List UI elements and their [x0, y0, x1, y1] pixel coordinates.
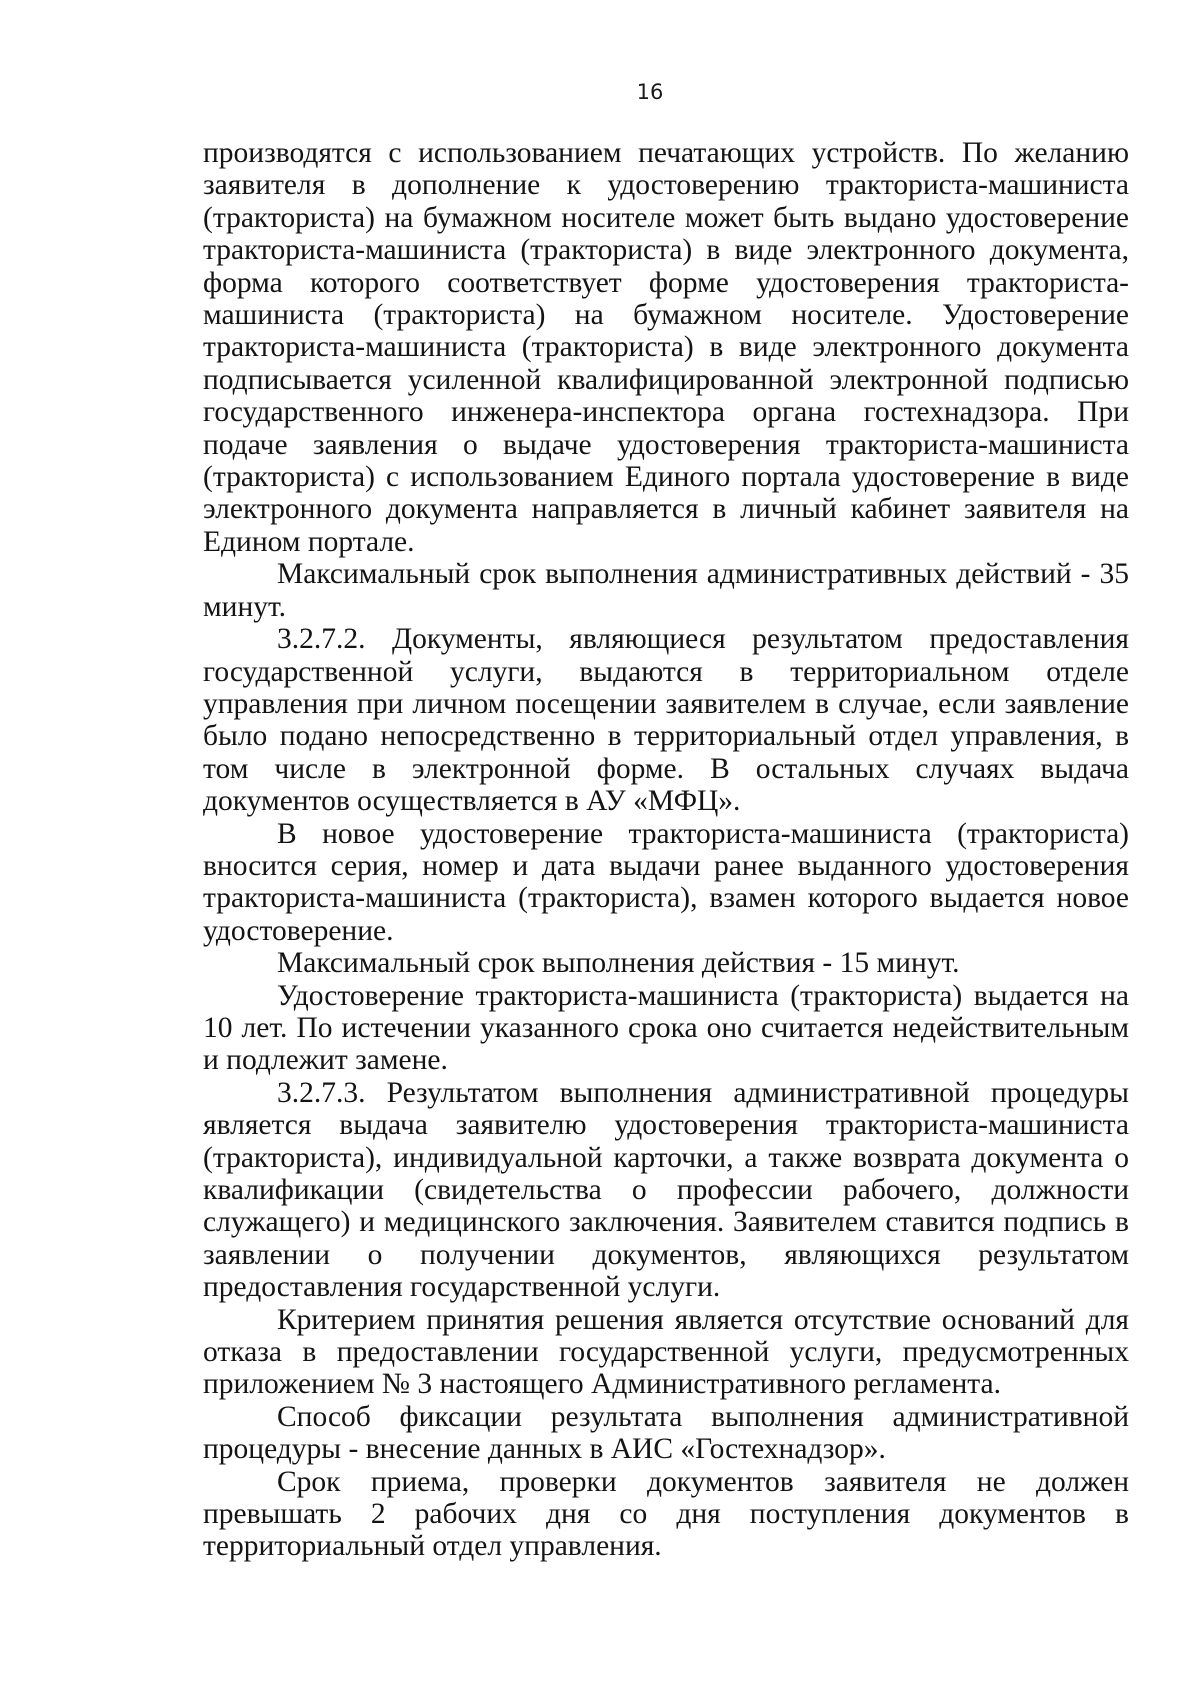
- paragraph: Удостоверение тракториста-машиниста (тракториста) выдается на 10 лет. По истечении указанного срока оно считается недействительным и подлежит замене.: [203, 979, 1129, 1077]
- paragraph: Максимальный срок выполнения административных действий - 35 минут.: [203, 558, 1129, 623]
- paragraph: 3.2.7.3. Результатом выполнения административной процедуры является выдача заявителю удостоверения тракториста-машиниста (тракториста), индивидуальной карточки, а также возврата документа о квалификации (свидетельства о профессии рабочего, должности служащего) и медицинского заключения. Заявителем ставится подпись в заявлении о получении документов, являющихся результатом предоставления государственной услуги.: [203, 1076, 1129, 1304]
- paragraph: Максимальный срок выполнения действия - 15 минут.: [277, 947, 960, 980]
- paragraph: Срок приема, проверки документов заявителя не должен превышать 2 рабочих дня со дня поступления документов в территориальный отдел управления.: [203, 1465, 1129, 1563]
- paragraph: производятся с использованием печатающих устройств. По желанию заявителя в дополнение к удостоверению тракториста-машиниста (тракториста) на бумажном носителе может быть выдано удостоверение тракториста-машиниста (тракториста) в виде электронного документа, форма которого соответствует форме удостоверения тракториста-машиниста (тракториста) на бумажном носителе. Удостоверение тракториста-машиниста (тракториста) в виде электронного документа подписывается усиленной квалифицированной электронной подписью государственного инженера-инспектора органа гостехнадзора. При подаче заявления о выдаче удостоверения тракториста-машиниста (тракториста) с использованием Единого портала удостоверение в виде электронного документа направляется в личный кабинет заявителя на Едином портале.: [203, 137, 1129, 558]
- document-body: [203, 137, 1129, 1563]
- page-number: 16: [636, 80, 664, 104]
- paragraph: В новое удостоверение тракториста-машиниста (тракториста) вносится серия, номер и дата выдачи ранее выданного удостоверения тракториста-машиниста (тракториста), взамен которого выдается новое удостоверение.: [203, 817, 1129, 947]
- paragraph: Критерием принятия решения является отсутствие оснований для отказа в предоставлении государственной услуги, предусмотренных приложением № 3 настоящего Административного регламента.: [203, 1303, 1129, 1401]
- paragraph: 3.2.7.2. Документы, являющиеся результатом предоставления государственной услуги, выдаются в территориальном отделе управления при личном посещении заявителем в случае, если заявление было подано непосредственно в территориальный отдел управления, в том числе в электронной форме. В остальных случаях выдача документов осуществляется в АУ «МФЦ».: [203, 623, 1129, 818]
- paragraph: Способ фиксации результата выполнения административной процедуры - внесение данных в АИС «Гостехнадзор».: [203, 1400, 1129, 1466]
